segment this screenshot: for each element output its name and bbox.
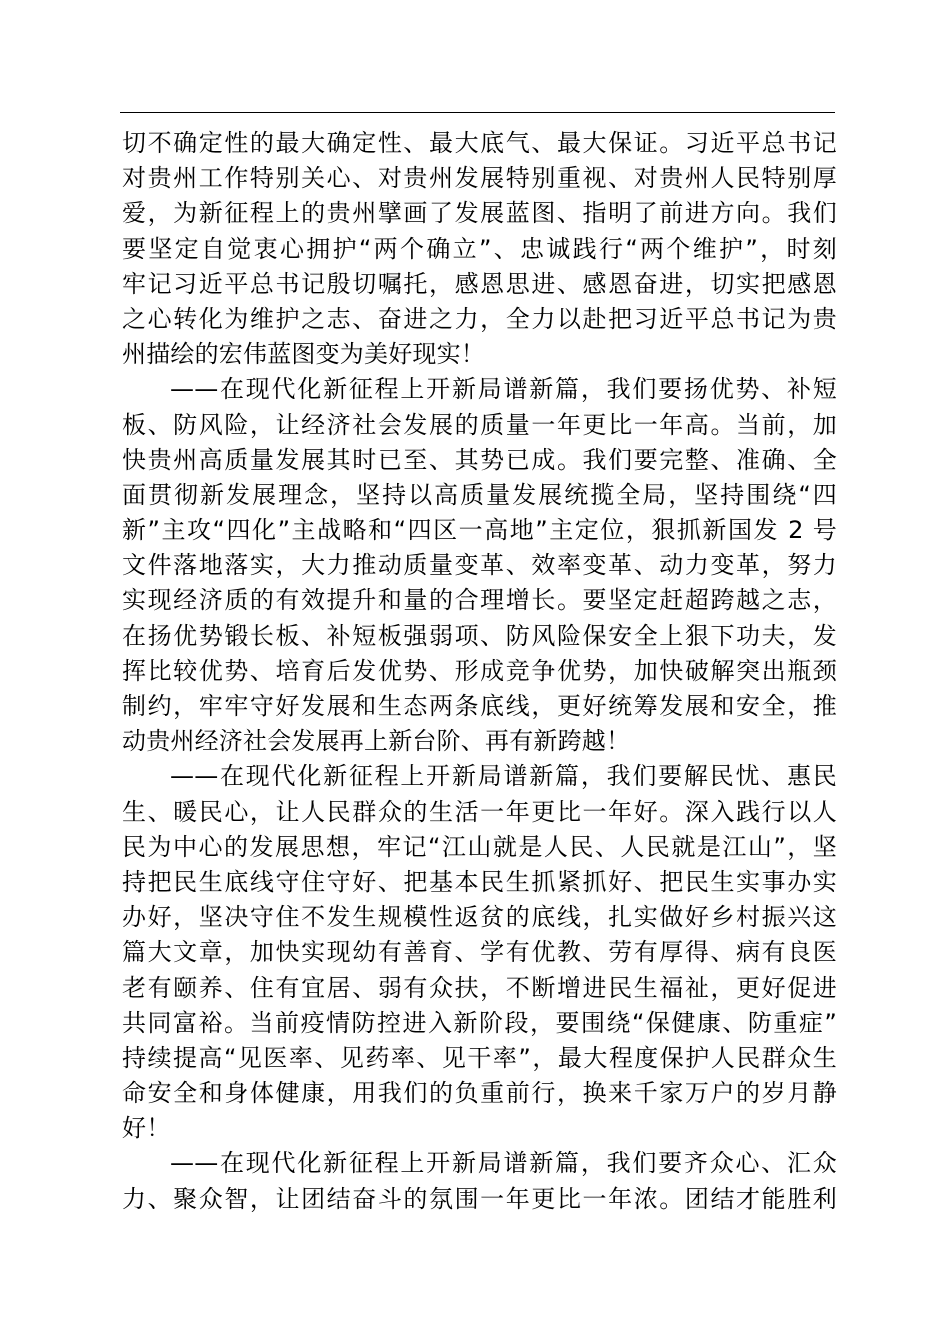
text-line: 篇大文章，加快实现幼有善育、学有优教、劳有厚得、病有良医 [122, 938, 837, 967]
text-line: 之心转化为维护之志、奋进之力，全力以赴把习近平总书记为贵 [122, 304, 837, 333]
text-line: 新”主攻“四化”主战略和“四区一高地”主定位，狠抓新国发 2 号 [122, 516, 837, 545]
text-line: 生、暖民心，让人民群众的生活一年更比一年好。深入践行以人 [122, 797, 837, 826]
paragraph-first-line: ——在现代化新征程上开新局谱新篇，我们要扬优势、补短 [170, 375, 837, 404]
text-line: 命安全和身体健康，用我们的负重前行，换来千家万户的岁月静 [122, 1079, 837, 1108]
text-line: 制约，牢牢守好发展和生态两条底线，更好统筹发展和安全，推 [122, 692, 837, 720]
text-line: 力、聚众智，让团结奋斗的氛围一年更比一年浓。团结才能胜利 [122, 1184, 837, 1213]
text-line: 对贵州工作特别关心、对贵州发展特别重视、对贵州人民特别厚 [122, 164, 837, 193]
text-line: 快贵州高质量发展其时已至、其势已成。我们要完整、准确、全 [122, 445, 837, 474]
text-line: 爱，为新征程上的贵州擘画了发展蓝图、指明了前进方向。我们 [122, 199, 837, 228]
text-line: 好！ [122, 1114, 171, 1143]
text-line: 牢记习近平总书记殷切嘱托，感恩思进、感恩奋进，切实把感恩 [122, 269, 837, 298]
text-line: 在扬优势锻长板、补短板强弱项、防风险保安全上狠下功夫，发 [122, 621, 837, 650]
text-line: 文件落地落实，大力推动质量变革、效率变革、动力变革，努力 [122, 551, 837, 580]
text-line: 办好，坚决守住不发生规模性返贫的底线，扎实做好乡村振兴这 [122, 903, 837, 932]
text-line: 持把民生底线守住守好、把基本民生抓紧抓好、把民生实事办实 [122, 867, 837, 896]
text-line: 面贯彻新发展理念，坚持以高质量发展统揽全局，坚持围绕“四 [122, 480, 837, 509]
text-line: 动贵州经济社会发展再上新台阶、再有新跨越！ [122, 727, 631, 756]
text-line: 州描绘的宏伟蓝图变为美好现实！ [122, 340, 485, 369]
document-body [122, 126, 837, 1217]
text-line: 共同富裕。当前疫情防控进入新阶段，要围绕“保健康、防重症” [122, 1008, 837, 1037]
text-line: 持续提高“见医率、见药率、见干率”，最大程度保护人民群众生 [122, 1043, 837, 1072]
text-line: 民为中心的发展思想，牢记“江山就是人民、人民就是江山”，坚 [122, 832, 837, 861]
text-line: 实现经济质的有效提升和量的合理增长。要坚定赶超跨越之志， [122, 586, 837, 615]
text-line: 要坚定自觉衷心拥护“两个确立”、忠诚践行“两个维护”，时刻 [122, 234, 837, 263]
text-line: 切不确定性的最大确定性、最大底气、最大保证。习近平总书记 [122, 129, 837, 157]
text-line: 板、防风险，让经济社会发展的质量一年更比一年高。当前，加 [122, 410, 837, 439]
text-line: 老有颐养、住有宜居、弱有众扶，不断增进民生福祉，更好促进 [122, 973, 837, 1002]
header-rule [120, 112, 835, 113]
text-line: 挥比较优势、培育后发优势、形成竞争优势，加快破解突出瓶颈 [122, 656, 837, 685]
paragraph-first-line: ——在现代化新征程上开新局谱新篇，我们要齐众心、汇众 [170, 1149, 837, 1178]
paragraph-first-line: ——在现代化新征程上开新局谱新篇，我们要解民忧、惠民 [170, 762, 837, 791]
